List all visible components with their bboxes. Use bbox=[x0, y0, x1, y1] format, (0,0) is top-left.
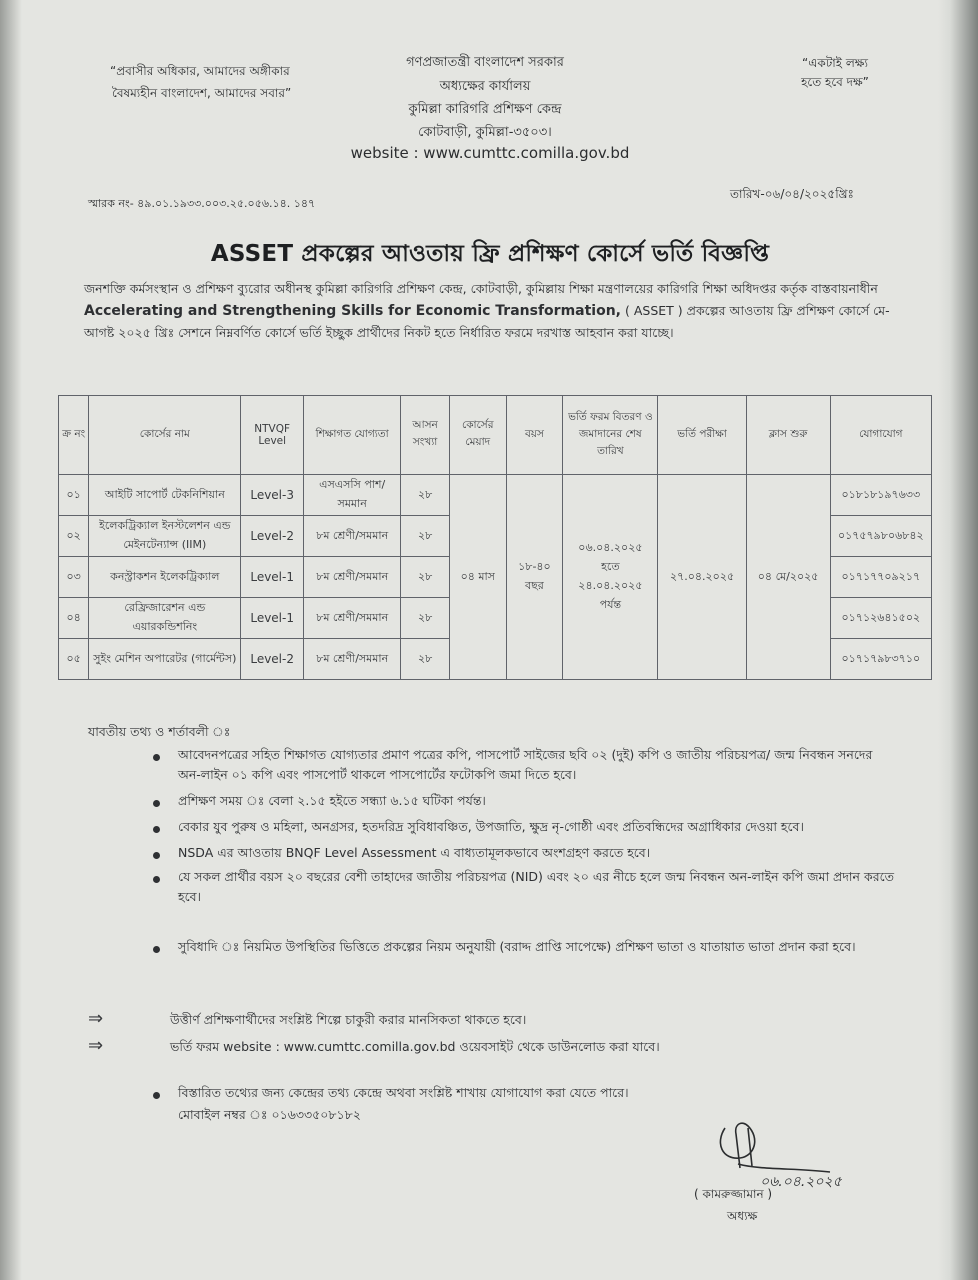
bullet-icon bbox=[153, 876, 160, 883]
form-start: ০৬.০৪.২০২৫ bbox=[578, 541, 643, 554]
cell-level: Level-1 bbox=[241, 598, 304, 639]
cell-education: এসএসসি পাশ/ সমমান bbox=[304, 475, 401, 516]
bullet-icon bbox=[153, 800, 160, 807]
header-class: ক্লাস শুরু bbox=[746, 396, 830, 475]
website-header: website : www.cumttc.comilla.gov.bd bbox=[350, 144, 630, 162]
signatory-designation: অধ্যক্ষ bbox=[727, 1209, 758, 1223]
cell-sl: ০৪ bbox=[59, 598, 89, 639]
table-header-row bbox=[59, 396, 932, 475]
header-form: ভর্তি ফরম বিতরণ ও জমাদানের শেষ তারিখ bbox=[563, 396, 658, 475]
cell-contact: ০১৭১৭৭০৯২১৭ bbox=[830, 557, 931, 598]
arrow-note-1: উত্তীর্ণ প্রশিক্ষণার্থীদের সংশ্লিষ্ট শিল্পে চাকুরী করার মানসিকতা থাকতে হবে। bbox=[170, 1012, 527, 1027]
cell-education: ৮ম শ্রেণী/সমমান bbox=[304, 516, 401, 557]
term-item: বেকার যুব পুরুষ ও মহিলা, অনগ্রসর, হতদরিদ্র সুবিধাবঞ্চিত, উপজাতি, ক্ষুদ্র নৃ-গোষ্ঠী এবং প্রতিবন্ধিদের অগ্রাধিকার দেওয়া হবে। bbox=[178, 819, 804, 834]
term-item: NSDA এর আওতায় BNQF Level Assessment এ বাধ্যতামূলকভাবে অংশগ্রহণ করতে হবে। bbox=[178, 845, 651, 860]
cell-form-deadline bbox=[563, 475, 658, 680]
institute-address: কোটবাড়ী, কুমিল্লা-৩৫০৩। bbox=[418, 125, 552, 140]
signatory-name: ( কামরুজ্জামান ) bbox=[694, 1187, 773, 1201]
left-motto-line2: বৈষম্যহীন বাংলাদেশ, আমাদের সবার” bbox=[112, 86, 292, 100]
cell-duration: ০৪ মাস bbox=[449, 475, 506, 680]
arrow-icon: ⇒ bbox=[88, 1008, 104, 1029]
term-item: প্রশিক্ষণ সময় ঃ বেলা ২.১৫ হইতে সন্ধ্যা ৬.১৫ ঘটিকা পর্যন্ত। bbox=[178, 793, 486, 808]
form-from: হতে bbox=[601, 560, 620, 573]
institute-name: কুমিল্লা কারিগরি প্রশিক্ষণ কেন্দ্র bbox=[408, 102, 562, 117]
header-ntvqf: NTVQF Level bbox=[241, 396, 304, 475]
cell-age bbox=[506, 475, 563, 680]
arrow-note-2: ভর্তি ফরম website : www.cumttc.comilla.gov.bd ওয়েবসাইট থেকে ডাউনলোড করা যাবে। bbox=[170, 1039, 660, 1054]
bullet-icon bbox=[153, 826, 160, 833]
notice-date: তারিখ-০৬/০৪/২০২৫খ্রিঃ bbox=[730, 187, 854, 201]
cell-course: সুইং মেশিন অপারেটর (গার্মেন্টস) bbox=[89, 639, 241, 680]
cell-level: Level-3 bbox=[241, 475, 304, 516]
cell-contact: ০১৭১৭৯৮৩৭১০ bbox=[830, 639, 931, 680]
cell-education: ৮ম শ্রেণী/সমমান bbox=[304, 557, 401, 598]
bullet-icon bbox=[153, 754, 160, 761]
cell-seats: ২৮ bbox=[401, 639, 450, 680]
cell-exam: ২৭.০৪.২০২৫ bbox=[658, 475, 746, 680]
age-unit: বছর bbox=[525, 579, 544, 592]
term-item: আবেদনপত্রের সহিত শিক্ষাগত যোগ্যতার প্রমাণ পত্রের কপি, পাসপোর্ট সাইজের ছবি ০২ (দুই) কপি ও জাতীয় পরিচয়পত্র/ জন্ম নিবন্ধন সনদের অন-লাইন ০১ কপি এবং পাসপোর্ট থাকলে পাসপোর্টের ফটোকপি জমা দিতে হবে। bbox=[178, 747, 873, 782]
cell-class-start: ০৪ মে/২০২৫ bbox=[746, 475, 830, 680]
age-range: ১৮-৪০ bbox=[518, 560, 551, 573]
form-until: পর্যন্ত bbox=[599, 598, 622, 611]
header-duration: কোর্সের মেয়াদ bbox=[449, 396, 506, 475]
term-contact-info: বিস্তারিত তথ্যের জন্য কেন্দ্রের তথ্য কেন্দ্রে অথবা সংশ্লিষ্ট শাখায় যোগাযোগ করা যেতে পারে। bbox=[178, 1085, 629, 1100]
right-motto-line1: “একটাই লক্ষ্য bbox=[802, 56, 868, 70]
cell-level: Level-1 bbox=[241, 557, 304, 598]
header-contact: যোগাযোগ bbox=[830, 396, 931, 475]
office-name: অধ্যক্ষের কার্যালয় bbox=[439, 79, 531, 94]
notice-title: ASSET প্রকল্পের আওতায় ফ্রি প্রশিক্ষণ কোর্সে ভর্তি বিজ্ঞপ্তি bbox=[210, 241, 770, 267]
cell-seats: ২৮ bbox=[401, 598, 450, 639]
cell-level: Level-2 bbox=[241, 639, 304, 680]
intro-text-part1: জনশক্তি কর্মসংস্থান ও প্রশিক্ষণ ব্যুরোর অধীনস্থ কুমিল্লা কারিগরি প্রশিক্ষণ কেন্দ্র, কোটবাড়ী, কুমিল্লায় শিক্ষা মন্ত্রণালয়ের কারিগরি শিক্ষা অধিদপ্তর কর্তৃক বাস্তবায়নাধীন bbox=[84, 281, 878, 296]
mobile-number: মোবাইল নম্বর ঃ ০১৬৩৩৫০৮১৮২ bbox=[178, 1107, 361, 1122]
terms-heading: যাবতীয় তথ্য ও শর্তাবলী ঃ bbox=[88, 724, 231, 739]
bullet-icon bbox=[153, 946, 160, 953]
term-item: যে সকল প্রার্থীর বয়স ২০ বছরের বেশী তাহাদের জাতীয় পরিচয়পত্র (NID) এবং ২০ এর নীচে হলে জন্ম নিবন্ধন অন-লাইন কপি জমা প্রদান করতে হবে। bbox=[178, 869, 895, 904]
header-exam: ভর্তি পরীক্ষা bbox=[658, 396, 746, 475]
cell-sl: ০১ bbox=[59, 475, 89, 516]
cell-sl: ০২ bbox=[59, 516, 89, 557]
bullet-icon bbox=[153, 1092, 160, 1099]
cell-education: ৮ম শ্রেণী/সমমান bbox=[304, 598, 401, 639]
paper-shadow-left bbox=[0, 0, 22, 1280]
cell-level: Level-2 bbox=[241, 516, 304, 557]
intro-english-project: Accelerating and Strengthening Skills for Economic Transformation, bbox=[84, 303, 621, 319]
cell-seats: ২৮ bbox=[401, 516, 450, 557]
course-table bbox=[58, 395, 932, 680]
cell-course: কনস্ট্রাকশন ইলেকট্রিক্যাল bbox=[89, 557, 241, 598]
header-seats: আসন সংখ্যা bbox=[401, 396, 450, 475]
form-end: ২৪.০৪.২০২৫ bbox=[578, 579, 643, 592]
table-row bbox=[59, 475, 932, 516]
cell-seats: ২৮ bbox=[401, 475, 450, 516]
header-sl: ক্র নং bbox=[59, 396, 89, 475]
cell-sl: ০৫ bbox=[59, 639, 89, 680]
signature-date: ০৬.০৪.২০২৫ bbox=[760, 1174, 842, 1190]
header-course: কোর্সের নাম bbox=[89, 396, 241, 475]
memo-number: স্মারক নং- ৪৯.০১.১৯৩৩.০০৩.২৫.০৫৬.১৪. ১৪৭ bbox=[88, 197, 316, 210]
cell-course: ইলেকট্রিক্যাল ইনস্টলেশন এন্ড মেইনটেন্যান্স (IIM) bbox=[89, 516, 241, 557]
cell-contact: ০১৭৫৭৯৮০৬৮৪২ bbox=[830, 516, 931, 557]
cell-contact: ০১৮১৮১৯৭৬৩৩ bbox=[830, 475, 931, 516]
paper-shadow-right bbox=[938, 0, 978, 1280]
bullet-icon bbox=[153, 852, 160, 859]
cell-course: রেফ্রিজারেশন এন্ড এয়ারকন্ডিশনিং bbox=[89, 598, 241, 639]
term-item: সুবিধাদি ঃ নিয়মিত উপস্থিতির ভিত্তিতে প্রকল্পের নিয়ম অনুযায়ী (বরাদ্দ প্রাপ্তি সাপেক্ষে) প্রশিক্ষণ ভাতা ও যাতায়াত ভাতা প্রদান করা হবে। bbox=[178, 939, 856, 954]
arrow-icon: ⇒ bbox=[88, 1035, 104, 1056]
cell-sl: ০৩ bbox=[59, 557, 89, 598]
header-age: বয়স bbox=[506, 396, 563, 475]
header-education: শিক্ষাগত যোগ্যতা bbox=[304, 396, 401, 475]
signature-scribble bbox=[700, 1098, 850, 1178]
cell-course: আইটি সাপোর্ট টেকনিশিয়ান bbox=[89, 475, 241, 516]
cell-seats: ২৮ bbox=[401, 557, 450, 598]
cell-contact: ০১৭১২৬৪১৫০২ bbox=[830, 598, 931, 639]
gov-name: গণপ্রজাতন্ত্রী বাংলাদেশ সরকার bbox=[406, 55, 564, 70]
cell-education: ৮ম শ্রেণী/সমমান bbox=[304, 639, 401, 680]
right-motto-line2: হতে হবে দক্ষ” bbox=[801, 75, 869, 89]
intro-text-part2: ( ASSET ) প্রকল্পের আওতায় ফ্রি প্রশিক্ষণ কোর্সে মে-আগষ্ট ২০২৫ খ্রিঃ সেশনে নিম্নবর্ণিত কোর্সে ভর্তি ইচ্ছুক প্রার্থীদের নিকট হতে নির্ধারিত ফরমে দরখাস্ত আহবান করা যাচ্ছে। bbox=[84, 303, 890, 340]
intro-paragraph bbox=[84, 278, 896, 344]
left-motto-line1: “প্রবাসীর অধিকার, আমাদের অঙ্গীকার bbox=[110, 64, 290, 78]
